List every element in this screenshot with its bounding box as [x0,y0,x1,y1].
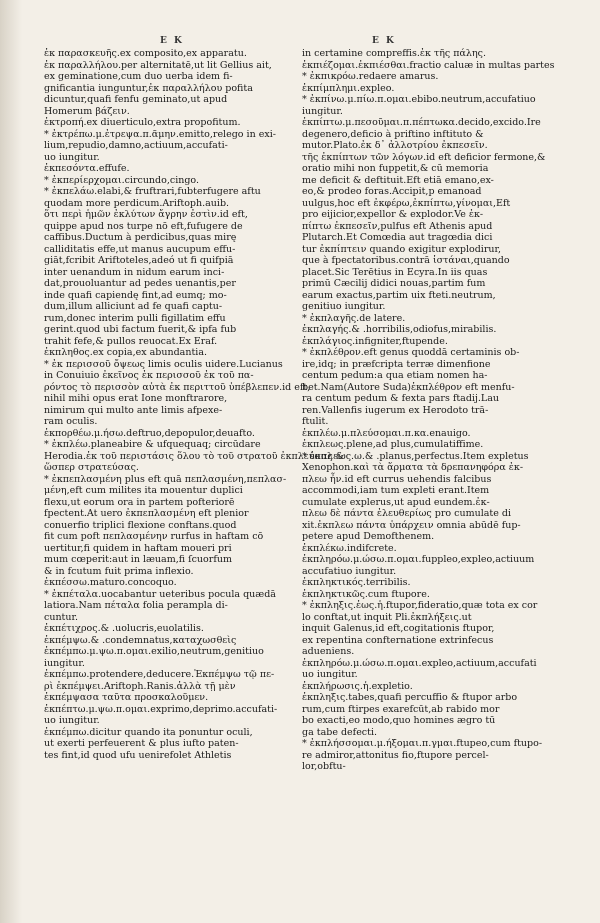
text-line: petere apud Demofthenem. [302,531,435,542]
text-line: Homerum βάζειν. [44,105,130,117]
text-line: Xenophon.καὶ τὰ ἅρματα τὰ δρεπανηφόρα ἐκ- [302,462,524,473]
text-line: * ἐκπελάω.elabi,& fruftrari,fubterfugere aftu [44,186,261,197]
text-line: in certamine compreffis.ἐκ τῆς πάλης. [302,48,486,59]
text-line: genitiuo iungitur. [302,301,386,312]
text-line: mum cœperit:aut in læuam,fi ſcuorfum [44,554,232,565]
page-bottom-margin [0,893,600,923]
text-line: cumulate explerus,ut apud eundem.ἐκ- [302,496,490,508]
text-line: ὅτι περὶ ἡμῶν ἐκλύτων ἄγρην ἐστὶν.id eft, [44,209,248,220]
text-line: gerint.quod ubi factum fuerit,& ipfa fub [44,324,237,335]
text-line: uo iungitur. [302,669,358,680]
text-line: ex geminatione,cum duo uerba idem fi- [44,71,233,82]
text-line: rum,cum ftirpes exarefcūt,ab rabido mor [302,703,500,715]
right-text-column [302,48,564,773]
text-line: * ἐκπληξις.ἐως.ἡ.ftupor,fideratio,quæ tota ex cor [302,600,538,611]
text-line: placet.Sic Terētius in Ecyra.In iis quas [302,266,488,278]
text-line: ἐκπλεως.plene,ad plus,cumulatiffime. [302,439,484,450]
text-line: gnificantia iunguntur,ἐκ παραλλήλου pofita [44,82,253,94]
text-line: ἐκπιέζομαι.ἐκπιέσθαι.fractio caluæ in multas partes [302,59,555,71]
text-line: pro eijicior,expellor & explodor.Ve ἐκ- [302,209,484,220]
text-line: ἐκπληκτικῶς.cum ftupore. [302,588,430,600]
text-line: me deficit & deftituit.Eft etiā emano,ex- [302,174,494,186]
text-line: conuerfio triplici flexione conftans.quod [44,519,237,531]
page-gutter-shadow [0,0,22,923]
text-line: uertitur,fi quidem in haftam moueri pri [44,542,232,554]
text-line: ρόντος τὸ περισσὸν αὐτὰ ἐκ περιττοῦ ὑπέβλεπεν.id eft, [44,381,311,393]
text-line: ire,idq; in præfcripta terræ dimenfione [302,358,491,370]
text-line: calliditatis effe,ut manus aucupum effu- [44,243,236,255]
text-line: oratio mihi non fuppetit,& cū memoria [302,163,489,174]
text-line: que à fpectatoribus.contrā ἱστάναι,quando [302,255,510,266]
text-line: eo,& prodeo foras.Accipit,p emanoad [302,186,482,197]
text-line: ἐκπληθος.ex copia,ex abundantia. [44,347,207,358]
text-line: ἐκπέπτω.μ.ψω.π.ομαι.exprimo,deprimo.accufati- [44,703,278,715]
text-line: * ἐκπίνω.μ.πίω.π.ομαι.ebibo.neutrum,accufatiuo [302,94,536,105]
text-line: lo conftat,ut inquit Pli.ἐκπλήξεις.ut [302,611,472,623]
text-line: uo iungitur. [44,151,100,163]
text-line: mutor.Plato.ἐκ δ᾽ ἀλλοτρίου ἐκπεσεῖν. [302,140,488,151]
text-line: πλεω ἦν.id eft currus uehendis falcibus [302,473,492,485]
text-line: * ἐκπλήσσομαι.μ.ήξομαι.π.γμαι.ftupeo,cum ftupo- [302,738,543,749]
text-line: ἐκπλέω.μ.πλεύσομαι.π.κα.enauigo. [302,427,471,439]
text-line: ἐκ παραλλήλου.per alternitatē,ut lit Gellius ait, [44,59,272,71]
text-line: inde quafi capiendę fint,ad eumq; mo- [44,289,227,301]
text-line: nimirum qui multo ante limis afpexe- [44,404,223,416]
text-line: degenero,deficio à priftino inftituto & [302,128,484,140]
text-line: quippe apud nos turpe nō eft,fufugere de [44,220,243,232]
text-line: ἐκπλάγιος.infigniter,ftupende. [302,335,448,347]
text-line: Plutarch.Et Comœdia aut tragœdia dici [302,232,493,243]
text-line: inquit Galenus,id eft,cogitationis ftupor, [302,623,495,634]
text-line: ἐκπεσόντα.effufe. [44,163,130,174]
text-line: re admiror,attonitus fio,ftupore percel- [302,749,489,761]
text-line: ἐκπέμπω.protendere,deducere.Ἐκπέμψω τῷ πε- [44,669,275,680]
text-line: tur ἐκπίπτειν quando exigitur explodirur, [302,243,501,255]
text-line: ut exerti perfeuerent & plus iufto paten- [44,738,239,749]
text-line: dum,illum alliciunt ad fe quafi captu- [44,301,223,312]
text-line: inter uenandum in nidum earum inci- [44,266,225,278]
text-line: dicuntur,quafi fenfu geminato,ut apud [44,94,228,105]
text-line: fpectent.At uero ἐκπεπλασμένη eft plenior [44,508,249,519]
text-line: tes fint,id quod ufu uenirefolet Athletis [44,749,232,761]
page-signature-left: E K [160,36,184,46]
text-line: * ἐκ περισσοῦ ὄψεως limis oculis uidere.Lucianus [44,358,283,370]
text-line: ftulit. [302,416,329,427]
text-line: caffibus.Ductum à perdicibus,quas mirę [44,232,237,243]
text-line: ἐκπίπτω.μ.πεσοῦμαι.π.πέπτωκα.decido,excido.Ire [302,117,541,128]
text-line: bo exacti,eo modo,quo homines ægro tū [302,715,496,726]
text-line: ἐκ παρασκευῆς.ex composito,ex apparatu. [44,48,247,59]
text-line: adueniens. [302,646,355,657]
text-line: ἐκπέμψασα ταῦτα προσκαλοῦμεν. [44,692,209,703]
text-line: ἐκπληρόω.μ.ώσω.π.ομαι.fuppleo,expleo,actiuum [302,554,535,565]
text-line: ἐκτροπή.ex diuerticulo,extra propofitum. [44,117,241,128]
text-line: primū Cæcilij didici nouas,partim fum [302,278,486,289]
text-line: * ἐκπλέω.planeabire & ufquequaq; circūdare [44,439,261,450]
text-line: xit.ἐκπλεω πάντα ὑπάρχειν omnia abūdē fup- [302,519,521,531]
text-line: μένη,eft cum milites ita mouentur duplici [44,485,243,496]
text-line: ex repentina confternatione extrinfecus [302,634,494,646]
text-line: flexu,ut eorum ora in partem pofteriorē [44,496,235,508]
text-line: ἐκπλήρωσις.ἡ.expletio. [302,680,413,692]
text-line: ἐκπέμπω.μ.ψω.π.ομαι.exilio,neutrum,genitiuo [44,646,264,657]
text-line: ἐκπέμπω.dicitur quando ita ponuntur oculi, [44,726,253,738]
text-line: lium,repudio,damno,actiuum,accufati- [44,140,228,151]
text-line: ρὶ ἐκπέμψει.Ariftoph.Ranis.ἀλλὰ τῇ μὲν [44,680,236,692]
text-line: πλεω δὲ πάντα ἐλευθερίως pro cumulate di [302,508,511,519]
text-line: ἐκπέσσω.maturo.concoquo. [44,577,177,588]
text-line: latiora.Nam πέταλα folia perampla di- [44,600,228,611]
text-line: iungitur. [44,657,85,669]
text-line: πίπτω ἐκπεσεῖν,pulfus eft Athenis apud [302,220,493,232]
text-line: rum,donec interim pulli figillatim effu [44,312,226,324]
text-line: uo iungitur. [44,715,100,726]
text-line: ἐκπέμψω.& .condemnatus,καταχωσθεὶς [44,634,237,646]
text-line: ra centum pedum & fexta pars ftadij.Lau [302,393,500,404]
text-line: * ἐκπέταλα.uocabantur ueteribus pocula quædā [44,588,276,600]
text-line: centum pedum:a qua etiam nomen ha- [302,370,488,381]
text-line: Herodia.ἐκ τοῦ περιστάσις ὅλου τὸ τοῦ στρατοῦ ἐκπλεύσας & [44,450,345,462]
text-line: τῆς ἐκπίπτων τῶν λόγων.id eft deficior fermone,& [302,151,546,163]
text-line: giāt,fcribit Ariftoteles,adeó ut fi quifpiā [44,255,234,266]
text-line: ἐκπλαγής.& .horribilis,odiofus,mirabilis. [302,324,497,335]
text-line: * ἐκτρέπω.μ.ἐτρεψα.π.ᾶμην.emitto,relego in exi- [44,128,276,140]
text-line: trahit fefe,& pullos reuocat.Ex Eraf. [44,335,218,347]
text-line: * ἐκπλεως.ω.& .planus,perfectus.Item expletus [302,450,529,462]
text-line: earum exactus,partim uix fteti.neutrum, [302,289,496,301]
text-line: dat,prouoluantur ad pedes uenantis,per [44,278,236,289]
text-line: * ἐκπλέθρον.eft genus quoddā certaminis ob- [302,347,520,358]
text-line: ὥσπερ στρατεύσας. [44,462,139,473]
text-line: ren.Vallenfis iugerum ex Herodoto trā- [302,404,489,416]
text-line: ἐκπληρόω.μ.ώσω.π.ομαι.expleo,actiuum,accufati [302,657,537,669]
text-line: in Conuiuio ἐκεῖνος ἐκ περισσοῦ ἐκ τοῦ πα- [44,370,254,381]
text-line: accommodi,iam tum expleti erant.Item [302,485,490,496]
text-line: bet.Nam(Autore Suda)ἐκπλέθρον eft menfu- [302,381,515,393]
text-line: cuntur. [44,611,79,623]
text-line: ἐκπληξις.tabes,quafi percuffio & ftupor arbo [302,692,518,703]
page-signature-right: E K [372,36,396,46]
text-line: & in fcutum fuit prima inflexio. [44,565,194,577]
text-line: lor,obftu- [302,761,346,772]
text-line: quodam more perdicum.Ariftoph.auib. [44,197,230,209]
text-line: * ἐκπλαγῆς.de latere. [302,312,406,324]
text-line: ἐκπορθέω.μ.ήσω.deftruo,depopulor,deuafto. [44,427,255,439]
text-line: ἐκπλέκω.indifcrete. [302,542,397,554]
text-line: * ἐκπικρόω.redaere amarus. [302,71,439,82]
text-line: * ἐκπεπλασμένη plus eft quā πεπλασμένη,πεπλασ- [44,473,287,485]
text-line: fit cum poft πεπλασμένην rurfus in haftam cō [44,531,264,542]
text-line: uulgus,hoc eft ἐκφέρω,ἐκπίπτω,γίνομαι,Eft [302,197,511,209]
text-line: ἐκπίμπλημι.expleo. [302,82,395,94]
text-line: ga tabe defecti. [302,726,378,738]
text-line: ἐκπληκτικός.terribilis. [302,577,411,588]
text-line: * ἐκπερίερχομαι.circundo,cingo. [44,174,200,186]
text-line: ἐκπέτιχρος.& .uolucris,euolatilis. [44,623,204,634]
text-line: accufatiuo iungitur. [302,565,397,577]
text-line: iungitur. [302,105,343,117]
text-line: nihil mihi opus erat Ione monftrarore, [44,393,228,404]
text-line: ram oculis. [44,416,98,427]
